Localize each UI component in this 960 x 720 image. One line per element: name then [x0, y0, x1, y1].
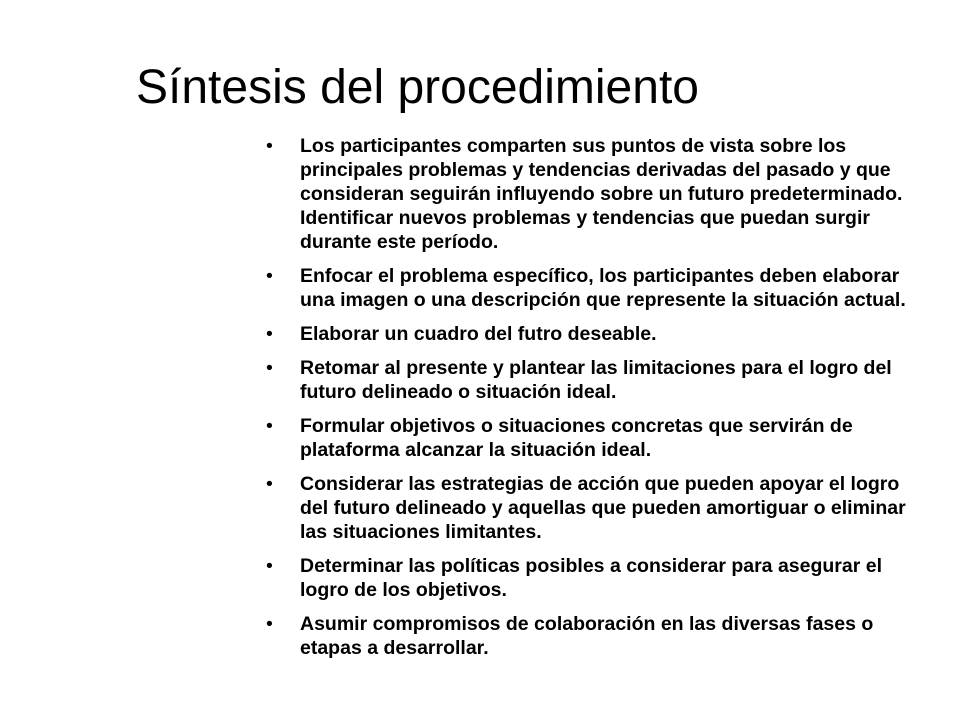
bullet-item — [266, 612, 926, 660]
slide-title: Síntesis del procedimiento — [136, 61, 699, 114]
bullet-icon: • — [266, 135, 273, 157]
bullet-item — [266, 134, 926, 254]
bullet-icon: • — [266, 415, 273, 437]
bullet-item — [266, 356, 926, 404]
bullet-text: Los participantes comparten sus puntos de vista sobre los principales problemas y tendencias derivadas del pasado y que consideran seguirán influyendo sobre un futuro predeterminado. Identificar nuevos problemas y tendencias que puedan surgir durante este período. — [300, 135, 903, 253]
bullet-text: Determinar las políticas posibles a considerar para asegurar el logro de los objetivos. — [300, 555, 883, 601]
bullet-icon: • — [266, 265, 273, 287]
bullet-text: Retomar al presente y plantear las limitaciones para el logro del futuro delineado o situación ideal. — [300, 357, 892, 403]
bullet-icon: • — [266, 357, 273, 379]
bullet-text: Asumir compromisos de colaboración en las diversas fases o etapas a desarrollar. — [300, 613, 874, 659]
bullet-text: Enfocar el problema específico, los participantes deben elaborar una imagen o una descripción que represente la situación actual. — [300, 265, 906, 311]
bullet-icon: • — [266, 323, 273, 345]
bullet-text: Considerar las estrategias de acción que pueden apoyar el logro del futuro delineado y aquellas que pueden amortiguar o eliminar las situaciones limitantes. — [300, 473, 906, 543]
bullet-item — [266, 554, 926, 602]
bullet-text: Formular objetivos o situaciones concretas que servirán de plataforma alcanzar la situación ideal. — [300, 415, 853, 461]
bullet-text: Elaborar un cuadro del futro deseable. — [300, 323, 657, 345]
bullet-icon: • — [266, 473, 273, 495]
bullet-item — [266, 472, 926, 544]
bullet-item — [266, 264, 926, 312]
bullet-item — [266, 322, 926, 346]
bullet-icon: • — [266, 613, 273, 635]
bullet-icon: • — [266, 555, 273, 577]
bullet-list — [266, 134, 926, 670]
bullet-item — [266, 414, 926, 462]
